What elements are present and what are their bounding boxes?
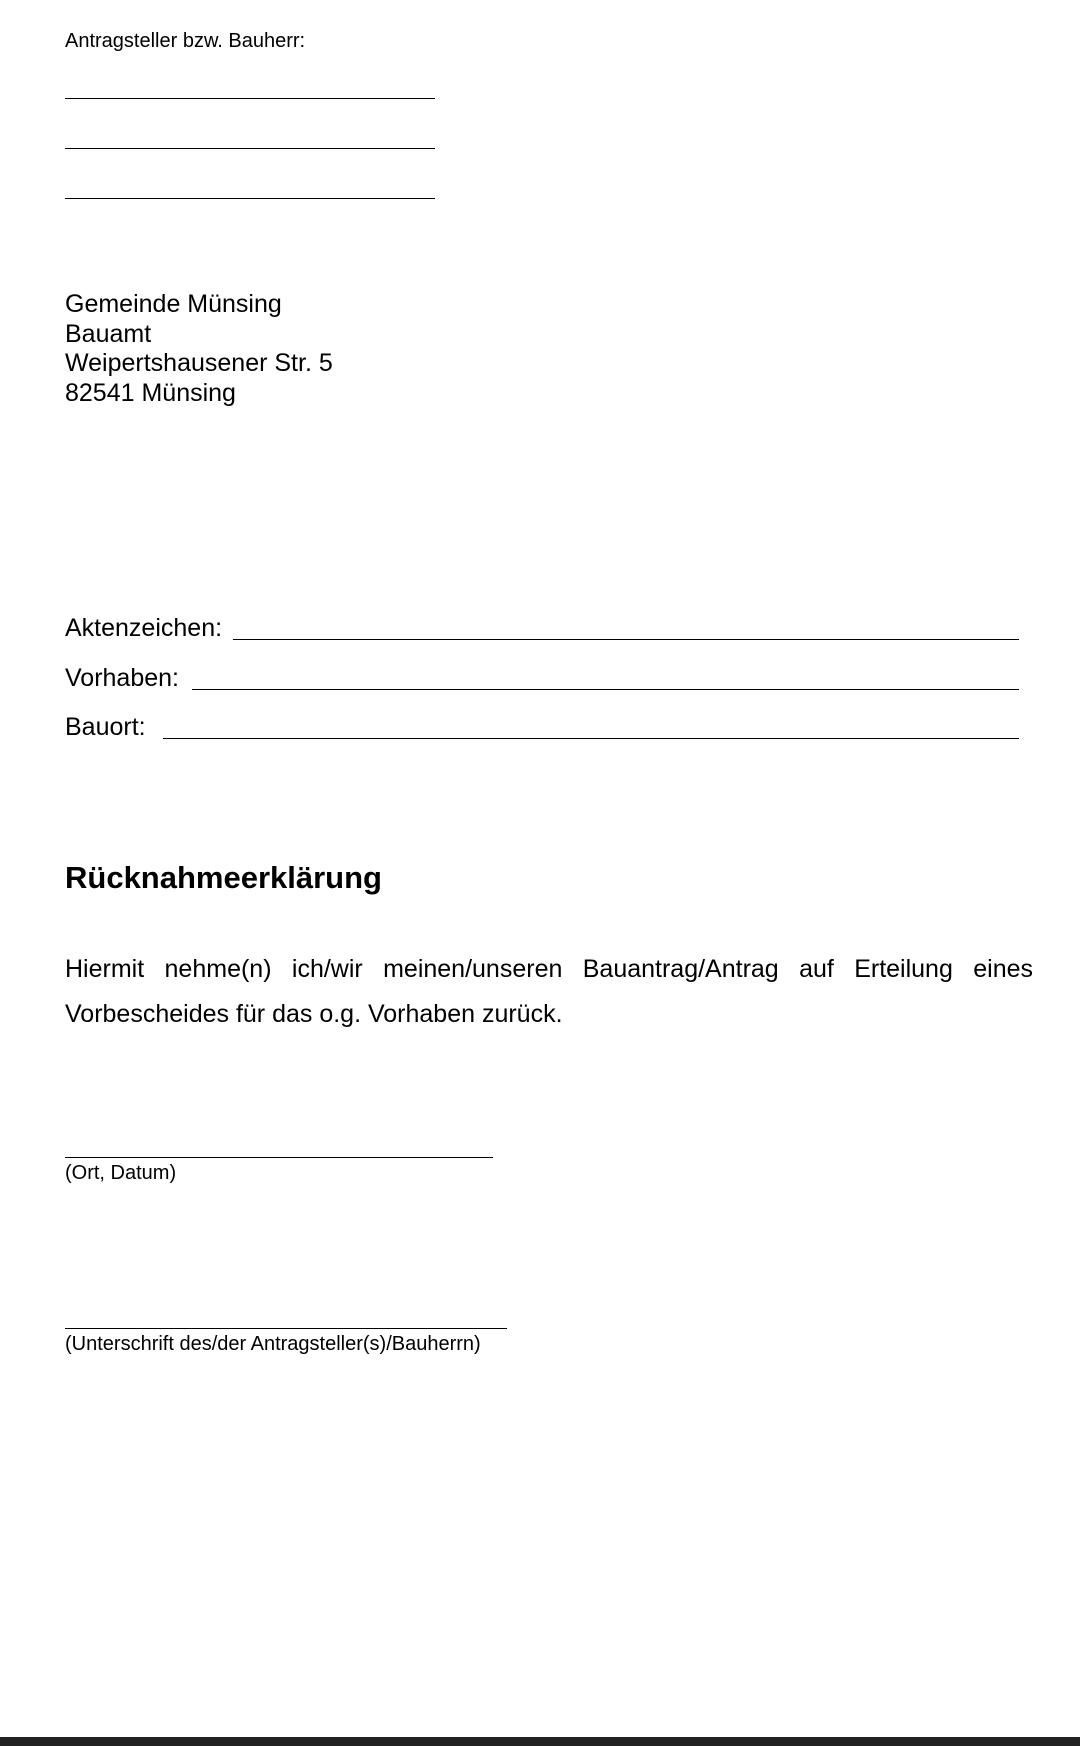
signature-caption: (Unterschrift des/der Antragsteller(s)/Bauherrn) bbox=[65, 1333, 481, 1355]
applicant-line-1 bbox=[65, 98, 435, 99]
bauort-field-line bbox=[163, 738, 1019, 739]
vorhaben-label: Vorhaben: bbox=[65, 664, 179, 692]
aktenzeichen-label: Aktenzeichen: bbox=[65, 614, 223, 642]
signature-line bbox=[65, 1328, 507, 1329]
applicant-line-2 bbox=[65, 148, 435, 149]
bottom-bar bbox=[0, 1737, 1080, 1746]
applicant-line-3 bbox=[65, 198, 435, 199]
recipient-line-3: Weipertshausener Str. 5 bbox=[65, 349, 333, 377]
recipient-line-4: 82541 Münsing bbox=[65, 378, 236, 407]
bauort-label: Bauort: bbox=[65, 713, 146, 741]
applicant-header: Antragsteller bzw. Bauherr: bbox=[65, 30, 306, 52]
withdrawal-statement: Hiermit nehme(n) ich/wir meinen/unseren Bauantrag/Antrag auf Erteilung eines Vorbescheides für das o.g. Vorhaben zurück. bbox=[65, 955, 1033, 1028]
vorhaben-field-line bbox=[192, 689, 1019, 690]
place-date-line bbox=[65, 1157, 493, 1158]
recipient-line-1: Gemeinde Münsing bbox=[65, 290, 282, 318]
recipient-line-2: Bauamt bbox=[65, 319, 152, 348]
place-date-caption: (Ort, Datum) bbox=[65, 1162, 177, 1184]
aktenzeichen-field-line bbox=[233, 639, 1019, 640]
document-title: Rücknahmeerklärung bbox=[65, 860, 382, 895]
recipient-address bbox=[65, 290, 333, 408]
